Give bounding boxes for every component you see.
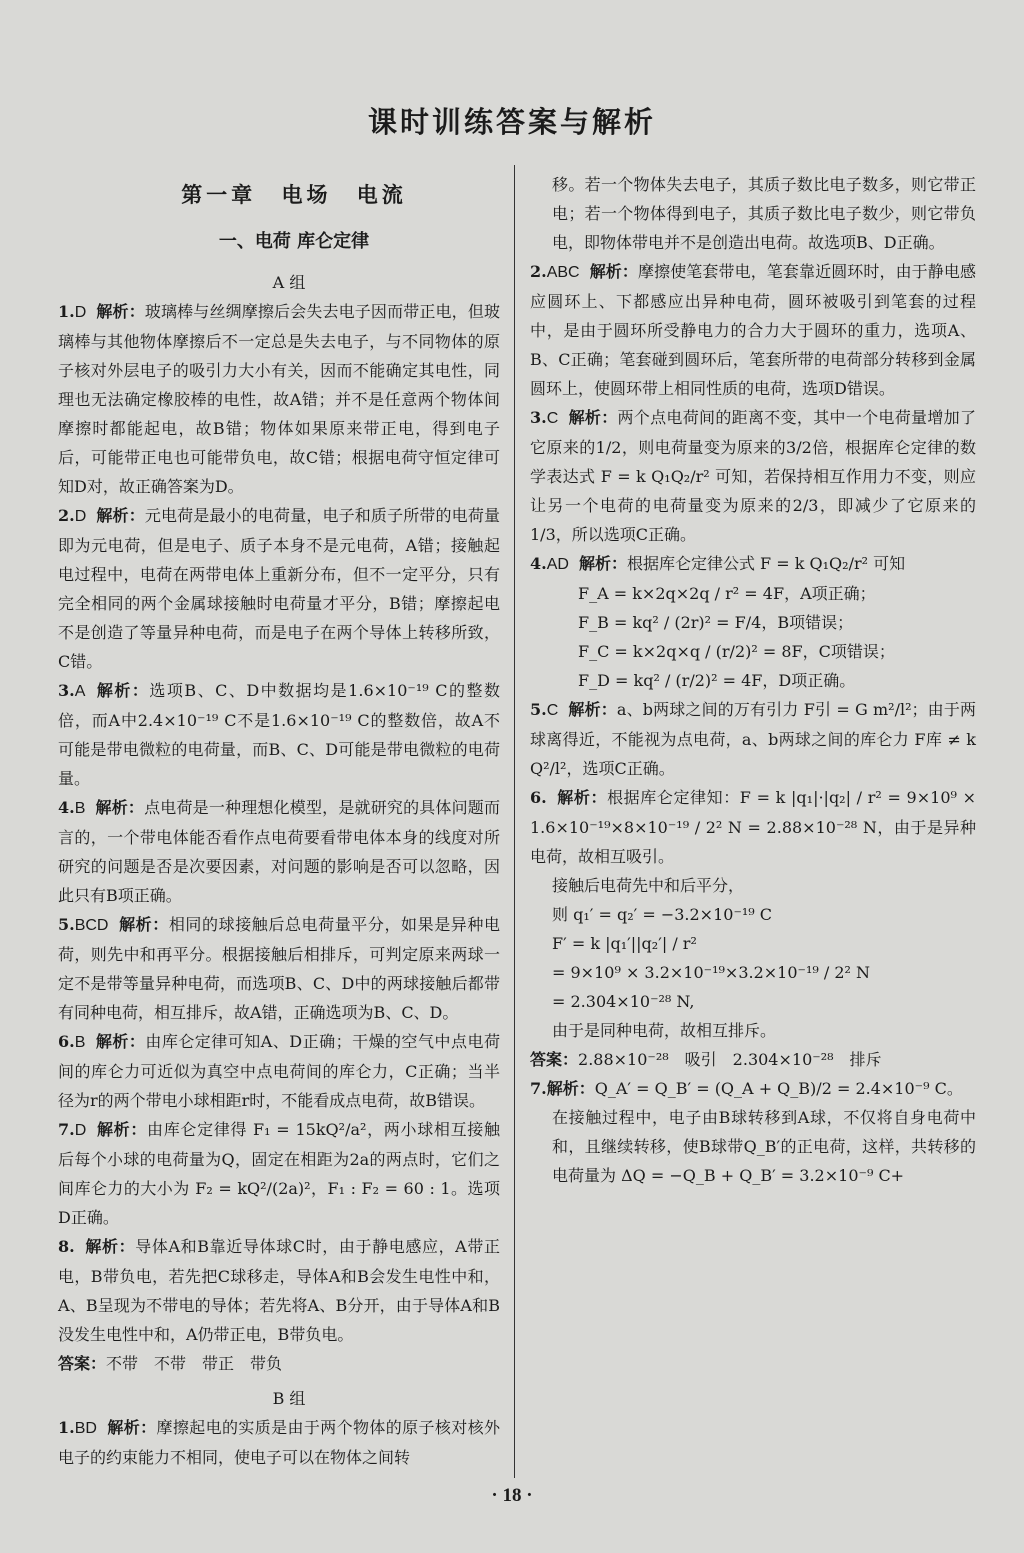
final-answer: 答案：不带 不带 带正 带负 (58, 1354, 283, 1373)
formula-line: 则 q₁′ = q₂′ = −3.2×10⁻¹⁹ C (552, 905, 773, 924)
answer-item: 4.AD 解析：根据库仑定律公式 F = k Q₁Q₂/r² 可知 (530, 554, 906, 573)
group-a-heading: A 组 (272, 273, 306, 292)
answer-item: 5.BCD 解析：相同的球接触后总电荷量平分，如果是异种电荷，则先中和再平分。根据接触后相排斥，可判定原来两球一定不是带等量异种电荷，而选项B、C、D中的两球接触后都带有同种电荷，相互排斥，故A错，正确选项为B、C、D。 (58, 915, 500, 1022)
chapter-heading: 第一章 电场 电流 (181, 182, 407, 207)
page-number: · 18 · (491, 1485, 533, 1506)
formula-line: 由于是同种电荷，故相互排斥。 (552, 1021, 777, 1040)
formula-line: F_B = kq² / (2r)² = F/4，B项错误； (578, 613, 854, 632)
answer-item: 4.B 解析：点电荷是一种理想化模型，是就研究的具体问题而言的，一个带电体能否看作点电荷要看带电体本身的线度对所研究的问题是否是次要因素，对问题的影响是否可以忽略，因此只有B项正确。 (58, 798, 500, 905)
answer-item: 1.BD 解析：摩擦起电的实质是由于两个物体的原子核对核外电子的约束能力不相同，使电子可以在物体之间转 (58, 1418, 500, 1467)
section-heading: 一、电荷 库仑定律 (218, 231, 370, 252)
answer-item: 3.C 解析：两个点电荷间的距离不变，其中一个电荷量增加了它原来的1/2，则电荷量变为原来的3/2倍，根据库仑定律的数学表达式 F = k Q₁Q₂/r² 可知，若保持相互作用力不变，则应让另一个电荷的电荷量变为原来的2/3，即减少了它原来的1/3，所以选项C正确。 (530, 408, 976, 544)
final-answer: 答案：2.88×10⁻²⁸ 吸引 2.304×10⁻²⁸ 排斥 (530, 1050, 882, 1069)
answer-item: 7.D 解析：由库仑定律得 F₁ = 15kQ²/a²，两小球相互接触后每个小球的电荷量为Q，固定在相距为2a的两点时，它们之间库仑力的大小为 F₂ = kQ²/(2a)²，F₁ : F₂ = 60 : 1。选项D正确。 (58, 1120, 500, 1227)
answer-item: 8. 解析：导体A和B靠近导体球C时，由于静电感应，A带正电，B带负电，若先把C球移走，导体A和B会发生电性中和，A、B呈现为不带电的导体；若先将A、B分开，由于导体A和B没发生电性中和，A仍带正电，B带负电。 (58, 1237, 500, 1344)
continued-text: 移。若一个物体失去电子，其质子数比电子数多，则它带正电；若一个物体得到电子，其质子数比电子数少，则它带负电，即物体带电并不是创造出电荷。故选项B、D正确。 (552, 175, 976, 252)
right-column (530, 170, 976, 1190)
formula-line: F_D = kq² / (r/2)² = 4F，D项正确。 (578, 671, 856, 690)
formula-line: = 9×10⁹ × 3.2×10⁻¹⁹×3.2×10⁻¹⁹ / 2² N (552, 963, 871, 982)
answer-item: 1.D 解析：玻璃棒与丝绸摩擦后会失去电子因而带正电，但玻璃棒与其他物体摩擦后不一定总是失去电子，与不同物体的原子核对外层电子的吸引力大小有关，因而不能确定其电性，同理也无法确定橡胶棒的电性，故A错；并不是任意两个物体间摩擦时都能起电，故B错；物体如果原来带正电，得到电子后，可能带正电也可能带负电，故C错；根据电荷守恒定律可知D对，故正确答案为D。 (58, 302, 500, 496)
formula-line: = 2.304×10⁻²⁸ N, (552, 992, 695, 1011)
answer-item: 2.ABC 解析：摩擦使笔套带电，笔套靠近圆环时，由于静电感应圆环上、下都感应出异种电荷，圆环被吸引到笔套的过程中，是由于圆环所受静电力的合力大于圆环的重力，选项A、B、C正确；笔套碰到圆环后，笔套所带的电荷部分转移到金属圆环上，使圆环带上相同性质的电荷，选项D错误。 (530, 262, 976, 398)
answer-item: 6. 解析：根据库仑定律知：F = k |q₁|·|q₂| / r² = 9×10⁹ × 1.6×10⁻¹⁹×8×10⁻¹⁹ / 2² N = 2.88×10⁻²⁸ N，由于是异种电荷，故相互吸引。 (530, 788, 976, 866)
answer-item: 2.D 解析：元电荷是最小的电荷量，电子和质子所带的电荷量即为元电荷，但是电子、质子本身不是元电荷，A错；接触起电过程中，电荷在两带电体上重新分布，但不一定平分，只有完全相同的两个金属球接触时电荷量才平分，B错；摩擦起电不是创造了等量异种电荷，而是电子在两个导体上转移所致，C错。 (58, 506, 500, 671)
formula-line: F′ = k |q₁′||q₂′| / r² (552, 934, 697, 953)
continued-text: 在接触过程中，电子由B球转移到A球，不仅将自身电荷中和，且继续转移，使B球带Q_B′的正电荷，这样，共转移的电荷量为 ΔQ = −Q_B + Q_B′ = 3.2×10⁻⁹ C+ (552, 1108, 976, 1185)
left-column (58, 170, 500, 1472)
formula-line: F_A = k×2q×2q / r² = 4F，A项正确； (578, 584, 876, 603)
answer-item: 7.解析：Q_A′ = Q_B′ = (Q_A + Q_B)/2 = 2.4×10⁻⁹ C。 (530, 1079, 963, 1098)
group-b-heading: B 组 (272, 1389, 306, 1408)
formula-line: F_C = k×2q×q / (r/2)² = 8F，C项错误； (578, 642, 895, 661)
answer-item: 6.B 解析：由库仑定律可知A、D正确；干燥的空气中点电荷间的库仑力可近似为真空中点电荷间的库仑力，C正确；当半径为r的两个带电小球相距r时，不能看成点电荷，故B错误。 (58, 1032, 500, 1110)
column-divider (514, 165, 515, 1478)
answer-item: 3.A 解析：选项B、C、D中数据均是1.6×10⁻¹⁹ C的整数倍，而A中2.4×10⁻¹⁹ C不是1.6×10⁻¹⁹ C的整数倍，故A不可能是带电微粒的电荷量，而B、C、D可能是带电微粒的电荷量。 (58, 681, 500, 788)
page-title: 课时训练答案与解析 (367, 105, 656, 139)
answer-item: 5.C 解析：a、b两球之间的万有引力 F引 = G m²/l²；由于两球离得近，不能视为点电荷，a、b两球之间的库仑力 F库 ≠ k Q²/l²，选项C正确。 (530, 700, 976, 778)
formula-line: 接触后电荷先中和后平分， (552, 876, 745, 895)
